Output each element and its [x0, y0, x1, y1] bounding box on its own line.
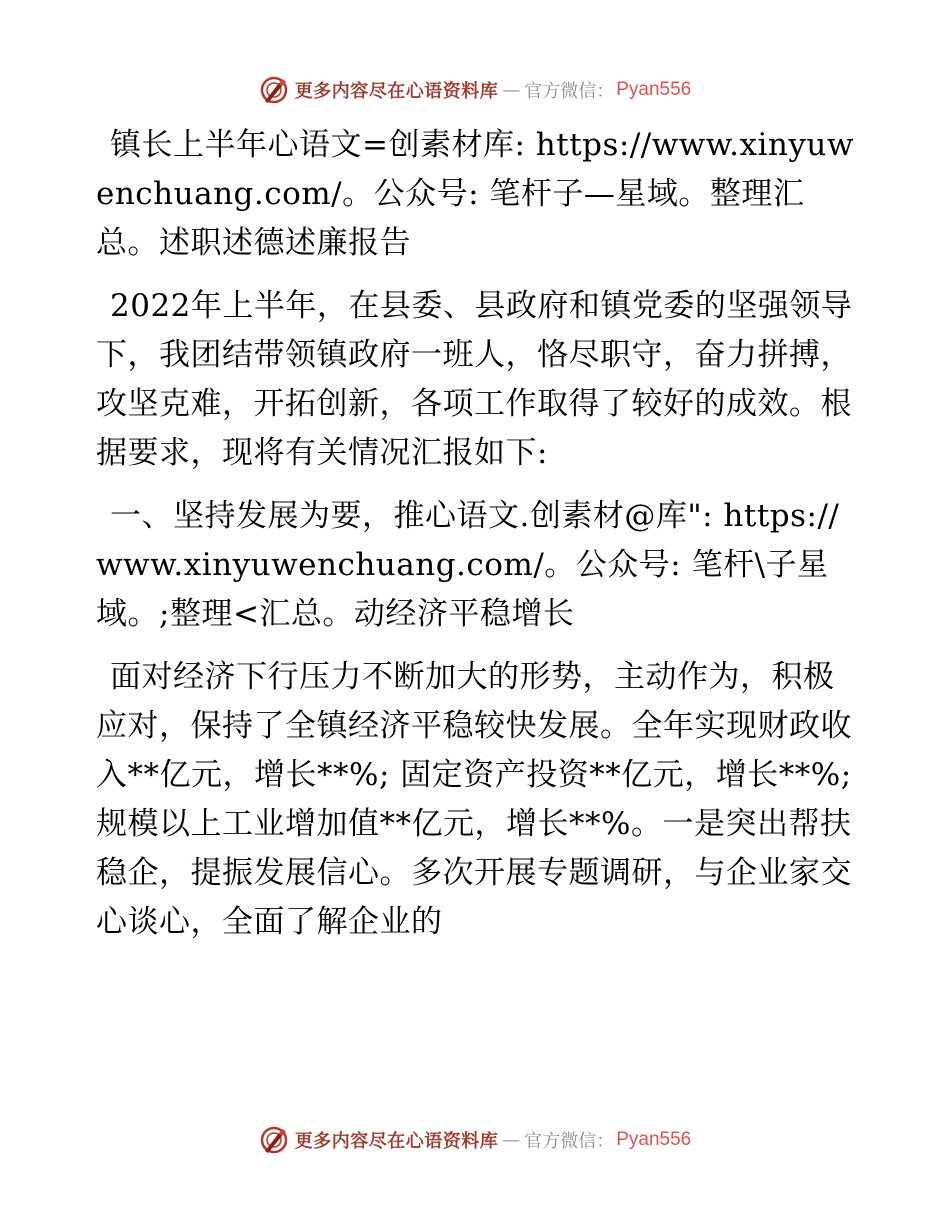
paragraph-intro: 2022年上半年，在县委、县政府和镇党委的坚强领导下，我团结带领镇政府一班人，恪尽职守，奋力拼搏，攻坚克难，开拓创新，各项工作取得了较好的成效。根据要求，现将有关情况汇报如下:	[96, 288, 853, 471]
banner-wechat-label: 官方微信：	[524, 1131, 615, 1152]
pen-circle-logo-icon	[259, 1125, 289, 1155]
pen-circle-logo-icon	[259, 75, 289, 105]
banner-wechat-label: 官方微信：	[524, 81, 615, 102]
banner-slogan: 更多内容尽在心语资料库	[294, 1131, 499, 1152]
paragraph-economy: 面对经济下行压力不断加大的形势，主动作为，积极应对，保持了全镇经济平稳较快发展。全年实现财政收入**亿元，增长**%; 固定资产投资**亿元，增长**%; 规模以上工业增加值**亿元，增长**%。一是突出帮扶稳企，提振发展信心。多次开展专题调研，与企业家交心谈心，全面了解企业的	[96, 659, 852, 940]
banner-wechat-id: Pyan556	[616, 1129, 692, 1150]
banner-separator: —	[502, 79, 521, 101]
paragraph-section-heading: 一、坚持发展为要，推心语文.创素材@库": https://www.xinyuwenchuang.com/。公众号: 笔杆\子星域。;整理<汇总。动经济平稳增长	[96, 498, 840, 632]
banner-slogan: 更多内容尽在心语资料库	[294, 81, 499, 102]
paragraph-title: 镇长上半年心语文=创素材库: https://www.xinyuwenchuang.com/。公众号: 笔杆子—星域。整理汇总。述职述德述廉报告	[96, 127, 854, 261]
banner-wechat-id: Pyan556	[616, 79, 692, 100]
banner-separator: —	[502, 1129, 521, 1151]
header-banner	[0, 70, 950, 110]
footer-banner	[0, 1120, 950, 1160]
document-body	[96, 121, 856, 961]
